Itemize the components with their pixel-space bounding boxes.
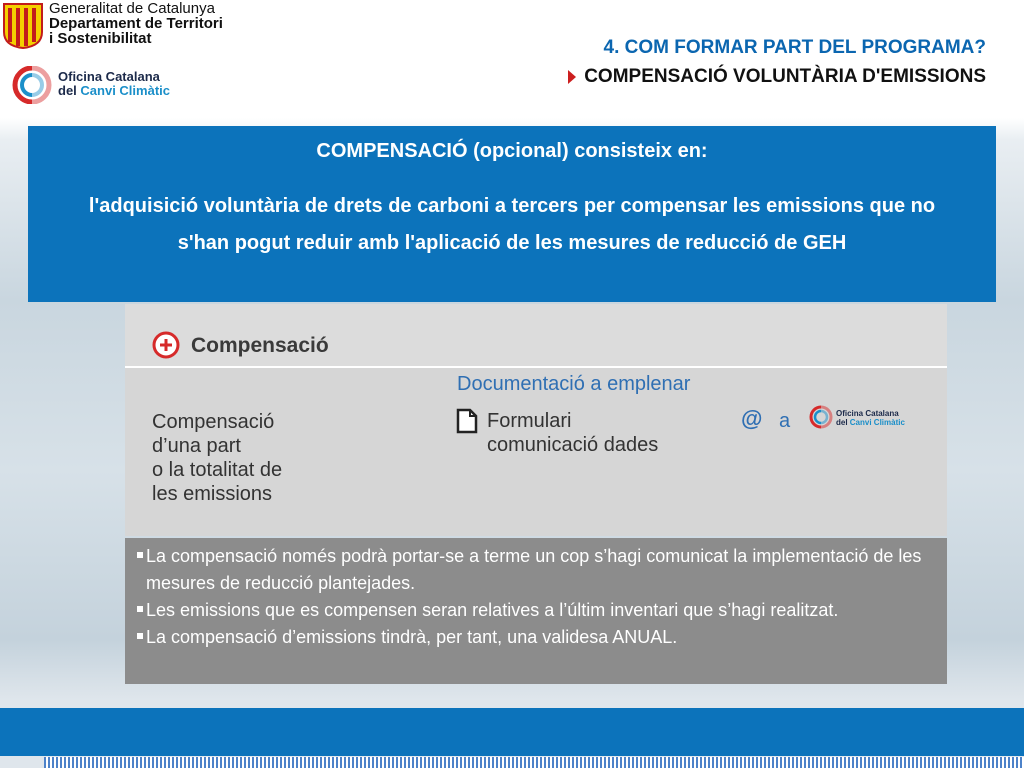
mini-line2-accent: Canvi Climàtic (849, 418, 905, 427)
occ-wordmark (58, 70, 170, 98)
header (0, 0, 1024, 118)
page-subtitle-row (568, 66, 986, 88)
description-line: les emissions (152, 483, 273, 505)
notes-list (125, 538, 947, 651)
gencat-logo-icon (2, 2, 44, 50)
documentation-title: Documentació a emplenar (457, 373, 691, 395)
description-line: Compensació (152, 411, 275, 433)
document-icon (456, 408, 478, 434)
definition-text: l'adquisició voluntària de drets de carboni a tercers per compensar les emissions que no s'han pogut reduir amb l'aplicació de les mesures de reducció de GEH (88, 195, 936, 254)
occ-line2-prefix: del (58, 83, 81, 98)
definition-box (28, 126, 996, 302)
description-line: o la totalitat de (152, 459, 283, 481)
gencat-wordmark (49, 1, 223, 46)
gencat-line3: i Sostenibilitat (49, 30, 152, 47)
bullet-icon (137, 552, 143, 558)
form-line: Formulari (487, 410, 572, 432)
panel-title: Compensació (191, 334, 329, 357)
at-icon: @ (741, 406, 763, 431)
compensation-description (152, 410, 282, 506)
form-line: comunicació dades (487, 434, 659, 456)
gencat-line1: Generalitat de Catalunya (49, 0, 215, 17)
occ-mini-wordmark (836, 409, 905, 427)
form-label (487, 409, 658, 457)
description-line: d’una part (152, 435, 241, 457)
notes-box (125, 538, 947, 684)
page-subtitle: COMPENSACIÓ VOLUNTÀRIA D'EMISSIONS (584, 66, 986, 87)
occ-logo-icon (12, 66, 52, 104)
occ-line2-accent: Canvi Climàtic (80, 83, 170, 98)
page-title: 4. COM FORMAR PART DEL PROGRAMA? (603, 37, 986, 58)
arrow-right-icon (568, 70, 576, 84)
occ-mini-logo-icon (809, 405, 833, 429)
note-text: La compensació d’emissions tindrà, per tant, una validesa ANUAL. (146, 627, 678, 647)
footer-stripes (44, 757, 1024, 768)
bullet-icon (137, 606, 143, 612)
footer-band (0, 708, 1024, 756)
note-text: La compensació només podrà portar-se a terme un cop s’hagi comunicat la implementació de les mesures de reducció plantejades. (146, 546, 922, 593)
plus-circle-icon (152, 331, 180, 359)
mini-line1: Oficina Catalana (836, 409, 899, 418)
occ-line1: Oficina Catalana (58, 69, 160, 84)
to-label: a (779, 410, 791, 432)
compensation-panel (125, 304, 947, 536)
list-item (136, 543, 947, 597)
gencat-line2: Departament de Territori (49, 15, 223, 32)
bullet-icon (137, 633, 143, 639)
mini-line2-prefix: del (836, 418, 850, 427)
list-item (136, 597, 947, 624)
definition-heading: COMPENSACIÓ (opcional) consisteix en: (316, 140, 708, 162)
note-text: Les emissions que es compensen seran relatives a l’últim inventari que s’hagi realitzat. (146, 600, 839, 620)
list-item (136, 624, 947, 651)
